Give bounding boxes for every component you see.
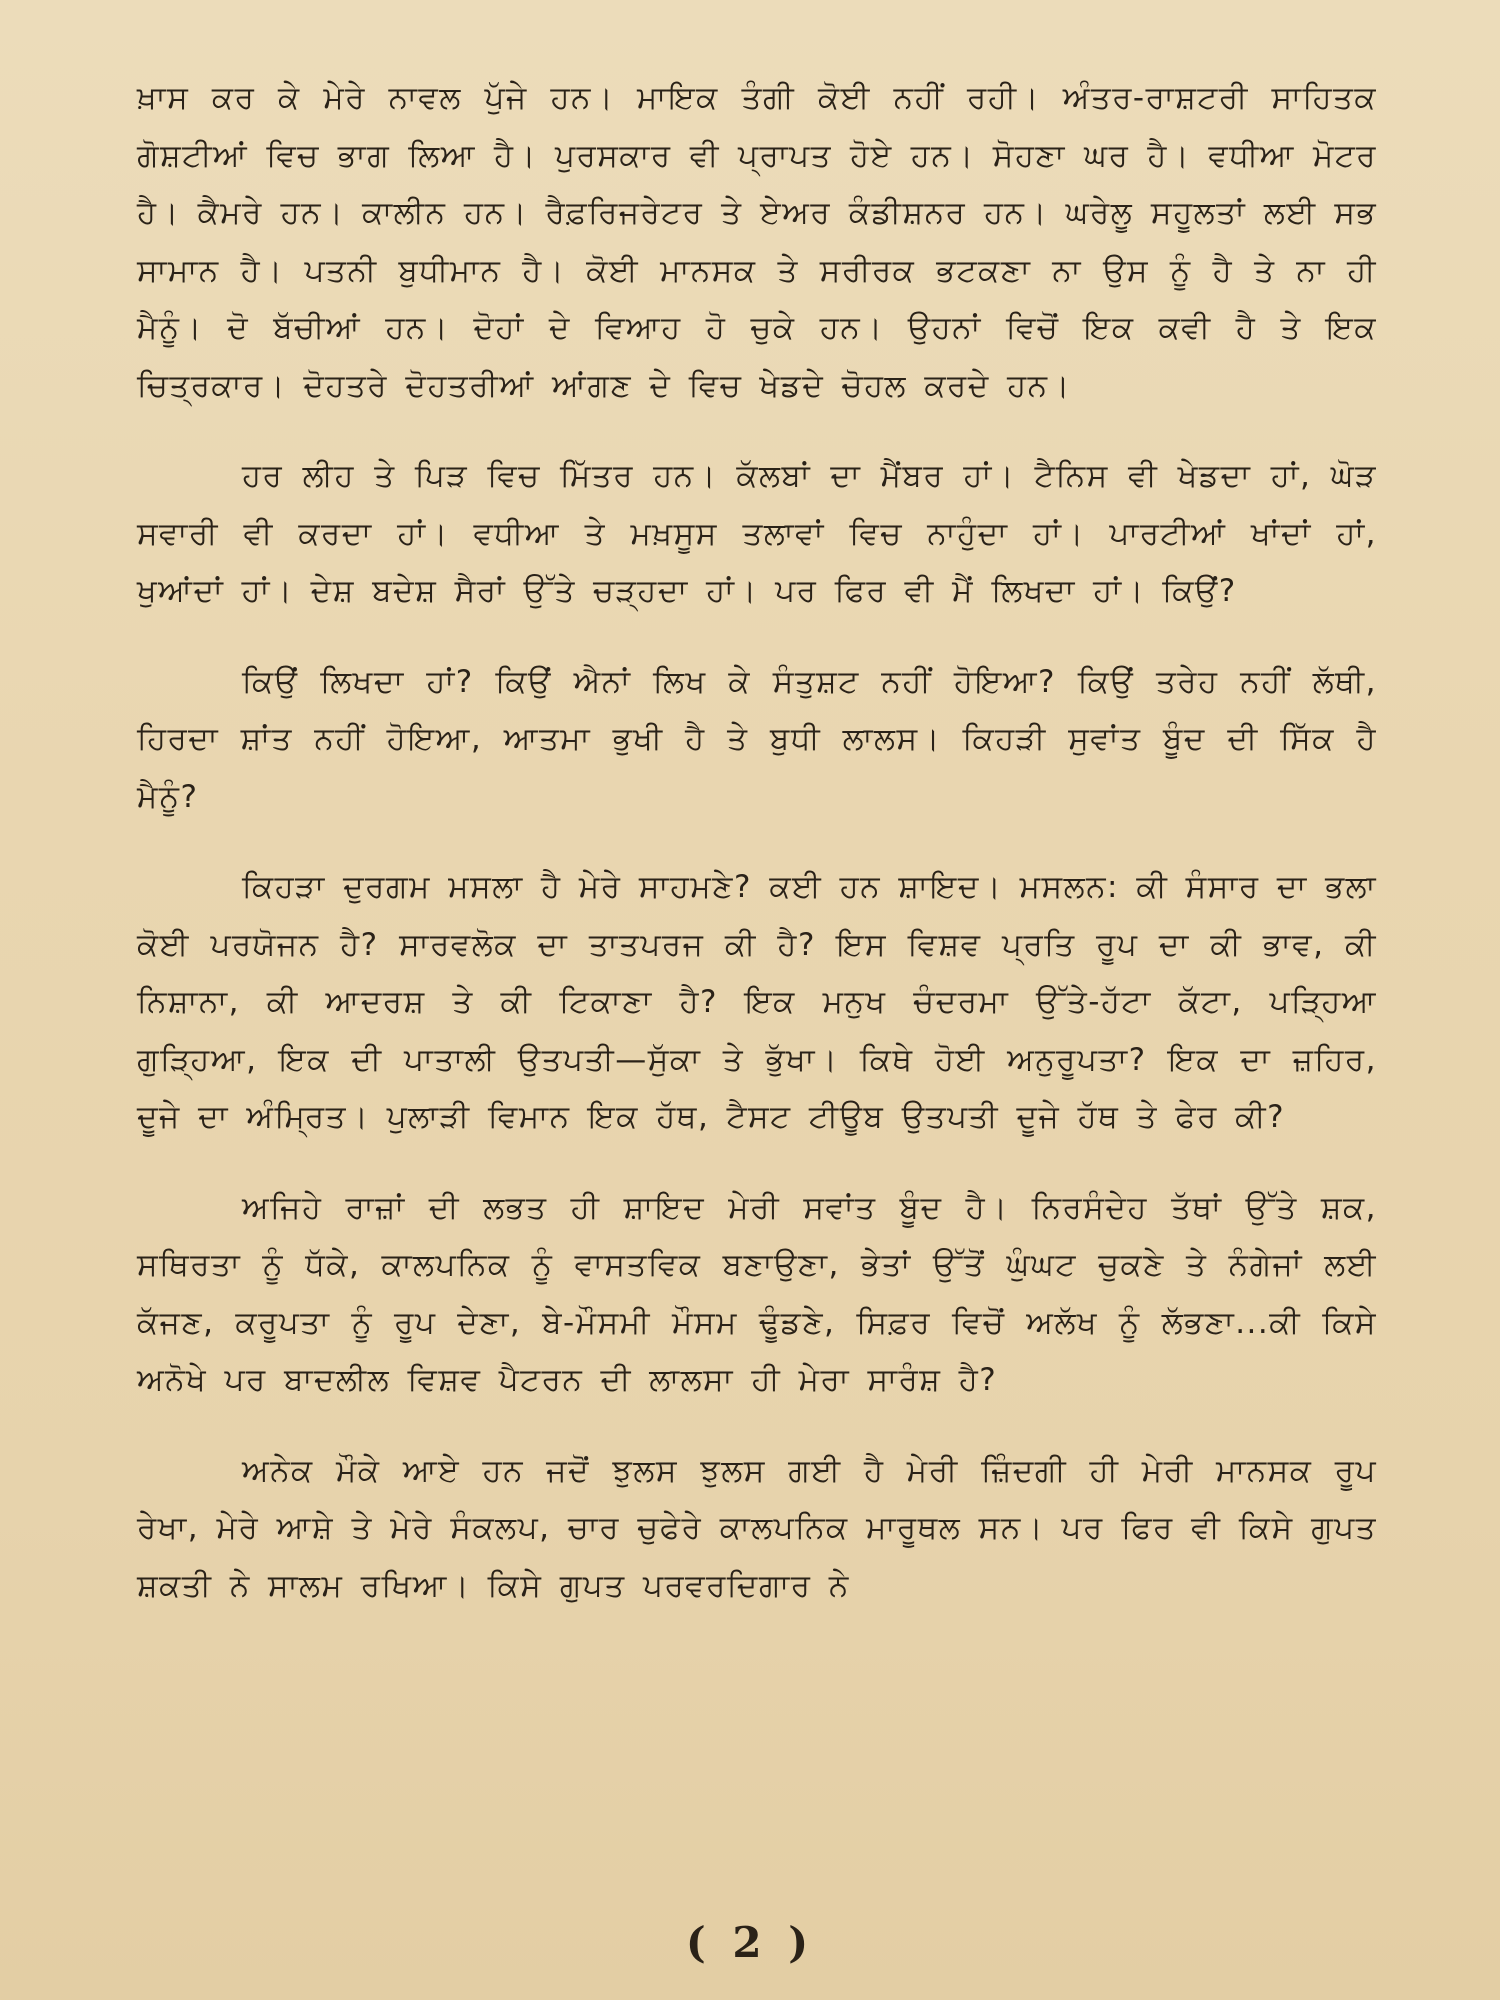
paragraph-2: ਹਰ ਲੀਹ ਤੇ ਪਿੜ ਵਿਚ ਮਿੱਤਰ ਹਨ। ਕੱਲਬਾਂ ਦਾ ਮੈਂਬਰ ਹਾਂ। ਟੈਨਿਸ ਵੀ ਖੇਡਦਾ ਹਾਂ, ਘੋੜ ਸਵਾਰੀ ਵੀ ਕਰਦਾ ਹਾਂ। ਵਧੀਆ ਤੇ ਮਖ਼ਸੂਸ ਤਲਾਵਾਂ ਵਿਚ ਨਾਹੁੰਦਾ ਹਾਂ। ਪਾਰਟੀਆਂ ਖਾਂਦਾਂ ਹਾਂ, ਖੁਆਂਦਾਂ ਹਾਂ। ਦੇਸ਼ ਬਦੇਸ਼ ਸੈਰਾਂ ਉੱਤੇ ਚੜ੍ਹਦਾ ਹਾਂ। ਪਰ ਫਿਰ ਵੀ ਮੈਂ ਲਿਖਦਾ ਹਾਂ। ਕਿਉਂ? bbox=[137, 458, 1377, 609]
page-number: ( 2 ) bbox=[685, 1918, 815, 1967]
paragraph-4: ਕਿਹੜਾ ਦੁਰਗਮ ਮਸਲਾ ਹੈ ਮੇਰੇ ਸਾਹਮਣੇ? ਕਈ ਹਨ ਸ਼ਾਇਦ। ਮਸਲਨ: ਕੀ ਸੰਸਾਰ ਦਾ ਭਲਾ ਕੋਈ ਪਰਯੋਜਨ ਹੈ? ਸਾਰਵਲੋਕ ਦਾ ਤਾਤਪਰਜ ਕੀ ਹੈ? ਇਸ ਵਿਸ਼ਵ ਪ੍ਰਤਿ ਰੂਪ ਦਾ ਕੀ ਭਾਵ, ਕੀ ਨਿਸ਼ਾਨਾ, ਕੀ ਆਦਰਸ਼ ਤੇ ਕੀ ਟਿਕਾਣਾ ਹੈ? ਇਕ ਮਨੁਖ ਚੰਦਰਮਾ ਉੱਤੇ-ਹੱਟਾ ਕੱਟਾ, ਪੜ੍ਹਿਆ ਗੁੜ੍ਹਿਆ, ਇਕ ਦੀ ਪਾਤਾਲੀ ਉਤਪਤੀ—ਸੁੱਕਾ ਤੇ ਭੁੱਖਾ। ਕਿਥੇ ਹੋਈ ਅਨੁਰੂਪਤਾ? ਇਕ ਦਾ ਜ਼ਹਿਰ, ਦੂਜੇ ਦਾ ਅੰਮ੍ਰਿਤ। ਪੁਲਾੜੀ ਵਿਮਾਨ ਇਕ ਹੱਥ, ਟੈਸਟ ਟੀਊਬ ਉਤਪਤੀ ਦੂਜੇ ਹੱਥ ਤੇ ਫੇਰ ਕੀ? bbox=[137, 869, 1377, 1135]
body-text bbox=[137, 70, 1377, 1648]
paragraph-1: ਖ਼ਾਸ ਕਰ ਕੇ ਮੇਰੇ ਨਾਵਲ ਪੁੱਜੇ ਹਨ। ਮਾਇਕ ਤੰਗੀ ਕੋਈ ਨਹੀਂ ਰਹੀ। ਅੰਤਰ-ਰਾਸ਼ਟਰੀ ਸਾਹਿਤਕ ਗੋਸ਼ਟੀਆਂ ਵਿਚ ਭਾਗ ਲਿਆ ਹੈ। ਪੁਰਸਕਾਰ ਵੀ ਪ੍ਰਾਪਤ ਹੋਏ ਹਨ। ਸੋਹਣਾ ਘਰ ਹੈ। ਵਧੀਆ ਮੋਟਰ ਹੈ। ਕੈਮਰੇ ਹਨ। ਕਾਲੀਨ ਹਨ। ਰੈਫ਼ਰਿਜਰੇਟਰ ਤੇ ਏਅਰ ਕੰਡੀਸ਼ਨਰ ਹਨ। ਘਰੇਲੂ ਸਹੂਲਤਾਂ ਲਈ ਸਭ ਸਾਮਾਨ ਹੈ। ਪਤਨੀ ਬੁਧੀਮਾਨ ਹੈ। ਕੋਈ ਮਾਨਸਕ ਤੇ ਸਰੀਰਕ ਭਟਕਣਾ ਨਾ ਉਸ ਨੂੰ ਹੈ ਤੇ ਨਾ ਹੀ ਮੈਨੂੰ। ਦੋ ਬੱਚੀਆਂ ਹਨ। ਦੋਹਾਂ ਦੇ ਵਿਆਹ ਹੋ ਚੁਕੇ ਹਨ। ਉਹਨਾਂ ਵਿਚੋਂ ਇਕ ਕਵੀ ਹੈ ਤੇ ਇਕ ਚਿਤ੍ਰਕਾਰ। ਦੋਹਤਰੇ ਦੋਹਤਰੀਆਂ ਆਂਗਣ ਦੇ ਵਿਚ ਖੇਡਦੇ ਚੋਹਲ ਕਰਦੇ ਹਨ। bbox=[137, 80, 1377, 404]
paragraph-6: ਅਨੇਕ ਮੌਕੇ ਆਏ ਹਨ ਜਦੋਂ ਝੁਲਸ ਝੁਲਸ ਗਈ ਹੈ ਮੇਰੀ ਜ਼ਿੰਦਗੀ ਹੀ ਮੇਰੀ ਮਾਨਸਕ ਰੂਪ ਰੇਖਾ, ਮੇਰੇ ਆਸ਼ੇ ਤੇ ਮੇਰੇ ਸੰਕਲਪ, ਚਾਰ ਚੁਫੇਰੇ ਕਾਲਪਨਿਕ ਮਾਰੂਥਲ ਸਨ। ਪਰ ਫਿਰ ਵੀ ਕਿਸੇ ਗੁਪਤ ਸ਼ਕਤੀ ਨੇ ਸਾਲਮ ਰਖਿਆ। ਕਿਸੇ ਗੁਪਤ ਪਰਵਰਦਿਗਾਰ ਨੇ bbox=[137, 1452, 1377, 1604]
paragraph-3: ਕਿਉਂ ਲਿਖਦਾ ਹਾਂ? ਕਿਉਂ ਐਨਾਂ ਲਿਖ ਕੇ ਸੰਤੁਸ਼ਟ ਨਹੀਂ ਹੋਇਆ? ਕਿਉਂ ਤਰੇਹ ਨਹੀਂ ਲੱਥੀ, ਹਿਰਦਾ ਸ਼ਾਂਤ ਨਹੀਂ ਹੋਇਆ, ਆਤਮਾ ਭੁਖੀ ਹੈ ਤੇ ਬੁਧੀ ਲਾਲਸ। ਕਿਹੜੀ ਸੁਵਾਂਤ ਬੂੰਦ ਦੀ ਸਿੱਕ ਹੈ ਮੈਨੂੰ? bbox=[137, 663, 1377, 815]
paragraph-5: ਅਜਿਹੇ ਰਾਜ਼ਾਂ ਦੀ ਲਭਤ ਹੀ ਸ਼ਾਇਦ ਮੇਰੀ ਸਵਾਂਤ ਬੂੰਦ ਹੈ। ਨਿਰਸੰਦੇਹ ਤੱਥਾਂ ਉੱਤੇ ਸ਼ਕ, ਸਥਿਰਤਾ ਨੂੰ ਧੱਕੇ, ਕਾਲਪਨਿਕ ਨੂੰ ਵਾਸਤਵਿਕ ਬਣਾਉਣਾ, ਭੇਤਾਂ ਉੱਤੋਂ ਘੁੰਘਟ ਚੁਕਣੇ ਤੇ ਨੰਗੇਜਾਂ ਲਈ ਕੱਜਣ, ਕਰੂਪਤਾ ਨੂੰ ਰੂਪ ਦੇਣਾ, ਬੇ-ਮੌਸਮੀ ਮੌਸਮ ਢੂੰਡਣੇ, ਸਿਫ਼ਰ ਵਿਚੋਂ ਅਲੱਖ ਨੂੰ ਲੱਭਣਾ...ਕੀ ਕਿਸੇ ਅਨੋਖੇ ਪਰ ਬਾਦਲੀਲ ਵਿਸ਼ਵ ਪੈਟਰਨ ਦੀ ਲਾਲਸਾ ਹੀ ਮੇਰਾ ਸਾਰੰਸ਼ ਹੈ? bbox=[137, 1189, 1377, 1398]
